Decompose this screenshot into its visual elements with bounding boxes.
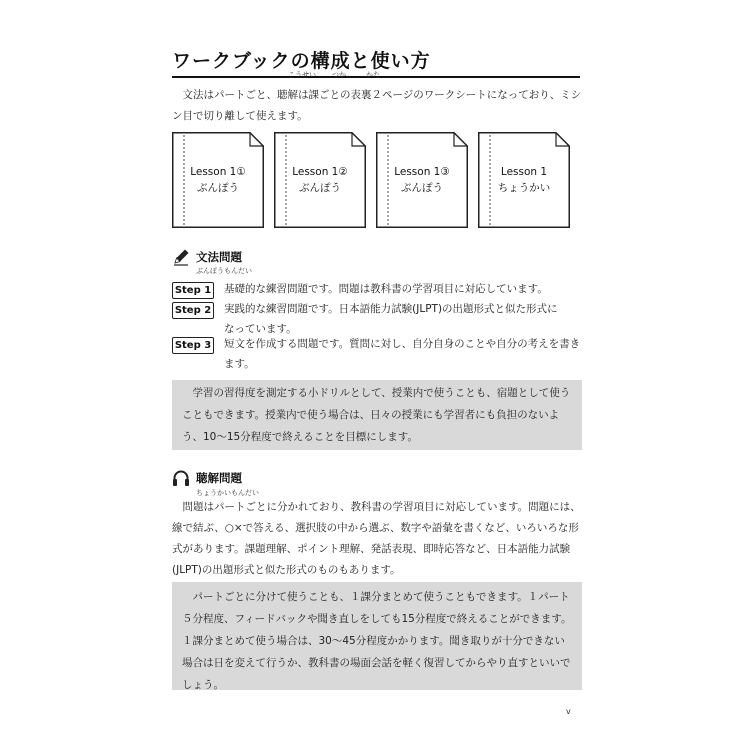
intro-paragraph (172, 85, 582, 127)
step-badge: Step 3 (172, 337, 214, 354)
page-title: ワークブックの構成と使い方 (172, 50, 431, 72)
grammar-note-line-1: 学習の習得度を測定する小ドリルとして、授業内で使うことも、宿題として使う (182, 387, 571, 399)
step-line: 短文を作成する問題です。質問に対し、自分自身のことや自分の考えを書き (224, 338, 581, 350)
worksheet-lesson: Lesson 1③ (394, 166, 450, 178)
worksheet-lesson: Lesson 1① (190, 166, 246, 178)
listening-note-line-3: １課分まとめて使う場合は、30～45分程度かかります。聞き取りが十分できない (182, 635, 565, 647)
listening-line-1: 問題はパートごとに分かれており、教科書の学習項目に対応しています。問題には、 (172, 501, 581, 513)
step-description (224, 279, 584, 299)
step-badge: Step 1 (172, 282, 214, 299)
worksheet-type: ぶんぽう (299, 182, 341, 194)
title-block (172, 50, 580, 79)
listening-note-line-1: パートごとに分けて使うことも、１課分まとめて使うこともできます。１パート (182, 591, 570, 603)
listening-heading-label: 聴解問題 (196, 471, 242, 485)
headphones-icon (172, 469, 190, 487)
step-line: なっています。 (224, 323, 297, 335)
worksheet-lesson: Lesson 1② (292, 166, 348, 178)
step-line: 基礎的な練習問題です。問題は教科書の学習項目に対応しています。 (224, 283, 548, 295)
worksheet-2 (274, 132, 366, 228)
listening-note-line-4: 場合は日を変えて行うか、教科書の場面会話を軽く復習してからやり直すといいで (182, 657, 571, 669)
listening-heading (172, 469, 242, 487)
step-description (224, 299, 584, 339)
title-furigana-1: こうせい (288, 71, 316, 79)
listening-heading-furigana: ちょうかいもんだい (196, 489, 259, 497)
pencil-icon (172, 248, 190, 266)
worksheet-1 (172, 132, 264, 228)
listening-note-line-5: しょう。 (182, 679, 224, 691)
title-furigana-2: つか (332, 71, 346, 79)
listening-line-4: (JLPT)の出題形式と似た形式のものもあります。 (172, 564, 401, 576)
step-1 (172, 282, 584, 299)
listening-line-2: 線で結ぶ、○×で答える、選択肢の中から選ぶ、数字や語彙を書くなど、いろいろな形 (172, 522, 579, 534)
listening-note-box (172, 582, 582, 690)
worksheet-3 (376, 132, 468, 228)
step-badge: Step 2 (172, 302, 214, 319)
worksheet-type: ぶんぽう (197, 182, 239, 194)
worksheet-label (376, 164, 468, 196)
worksheet-type: ぶんぽう (401, 182, 443, 194)
step-line: ます。 (224, 358, 255, 370)
step-3 (172, 337, 584, 374)
grammar-heading-label: 文法問題 (196, 250, 242, 264)
listening-paragraph (172, 497, 592, 581)
intro-line-1: 文法はパートごと、聴解は課ごとの表裏２ページのワークシートになっており、ミシ (172, 89, 582, 101)
grammar-note-line-3: う、10～15分程度で終えることを目標にします。 (182, 431, 418, 443)
intro-line-2: ン目で切り離して使えます。 (172, 110, 308, 122)
listening-note-line-2: ５分程度、フィードバックや聞き直しをしても15分程度で終えることができます。 (182, 613, 572, 625)
listening-line-3: 式があります。課題理解、ポイント理解、発話表現、即時応答など、日本語能力試験 (172, 543, 571, 555)
worksheet-type: ちょうかい (497, 182, 551, 194)
step-description (224, 334, 584, 374)
grammar-note-line-2: こともできます。授業内で使う場合は、日々の授業にも学習者にも負担のないよ (182, 409, 560, 421)
grammar-note-box (172, 380, 582, 450)
grammar-heading (172, 248, 242, 266)
worksheet-lesson: Lesson 1 (500, 166, 548, 178)
worksheet-4 (478, 132, 570, 228)
worksheet-illustrations (172, 132, 582, 228)
grammar-heading-furigana: ぶんぽうもんだい (196, 267, 252, 275)
page-number: v (566, 707, 571, 716)
step-line: 実践的な練習問題です。日本語能力試験(JLPT)の出題形式と似た形式に (224, 303, 558, 315)
worksheet-label (478, 164, 570, 196)
worksheet-label (172, 164, 264, 196)
title-furigana-3: かた (366, 71, 380, 79)
worksheet-label (274, 164, 366, 196)
